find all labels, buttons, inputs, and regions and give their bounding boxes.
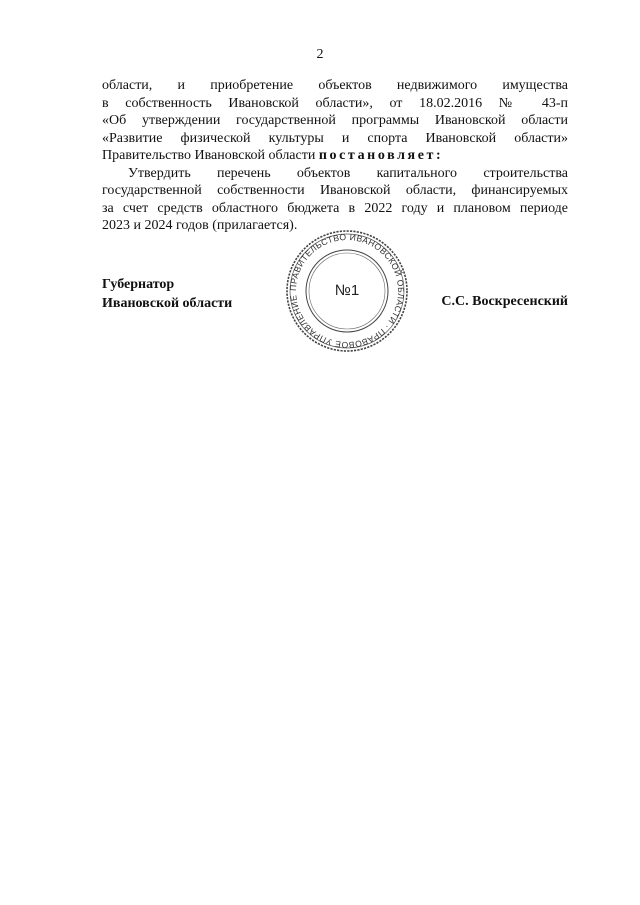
paragraph-1-line-3: «Об утверждении государственной программы Ивановской области	[102, 113, 568, 128]
signatory-title-line-1: Губернатор	[102, 277, 175, 292]
stamp-center-text: №1	[334, 282, 360, 299]
resolution-prefix: Правительство Ивановской области	[102, 148, 319, 163]
paragraph-2-line-4: 2023 и 2024 годов (прилагается).	[102, 218, 298, 233]
paragraph-1-line-2: в собственность Ивановской области», от 18.02.2016 № 43-п	[102, 95, 568, 111]
page-number: 2	[316, 47, 324, 62]
official-stamp	[284, 228, 410, 354]
resolution-keyword: постановляет:	[318, 148, 444, 163]
signatory-title	[102, 275, 232, 313]
stamp-ring-textpath: ПРАВИТЕЛЬСТВО ИВАНОВСКОЙ ОБЛАСТИ · ПРАВОВОЕ УПРАВЛЕНИЕ	[287, 231, 407, 351]
signatory-title-line-2: Ивановской области	[102, 296, 233, 311]
paragraph-2-line-3: за счет средств областного бюджета в 2022 году и плановом периоде	[102, 200, 568, 216]
paragraph-1-line-4: «Развитие физической культуры и спорта Ивановской области»	[102, 130, 568, 146]
paragraph-1-line-5	[102, 147, 568, 165]
paragraph-2-line-2: государственной собственности Ивановской области, финансируемых	[102, 183, 568, 198]
document-body	[102, 77, 568, 235]
signatory-name: С.С. Воскресенский	[441, 294, 568, 309]
paragraph-1-line-1: области, и приобретение объектов недвижимого имущества	[102, 78, 568, 93]
paragraph-2-line-1: Утвердить перечень объектов капитального строительства	[128, 165, 568, 181]
